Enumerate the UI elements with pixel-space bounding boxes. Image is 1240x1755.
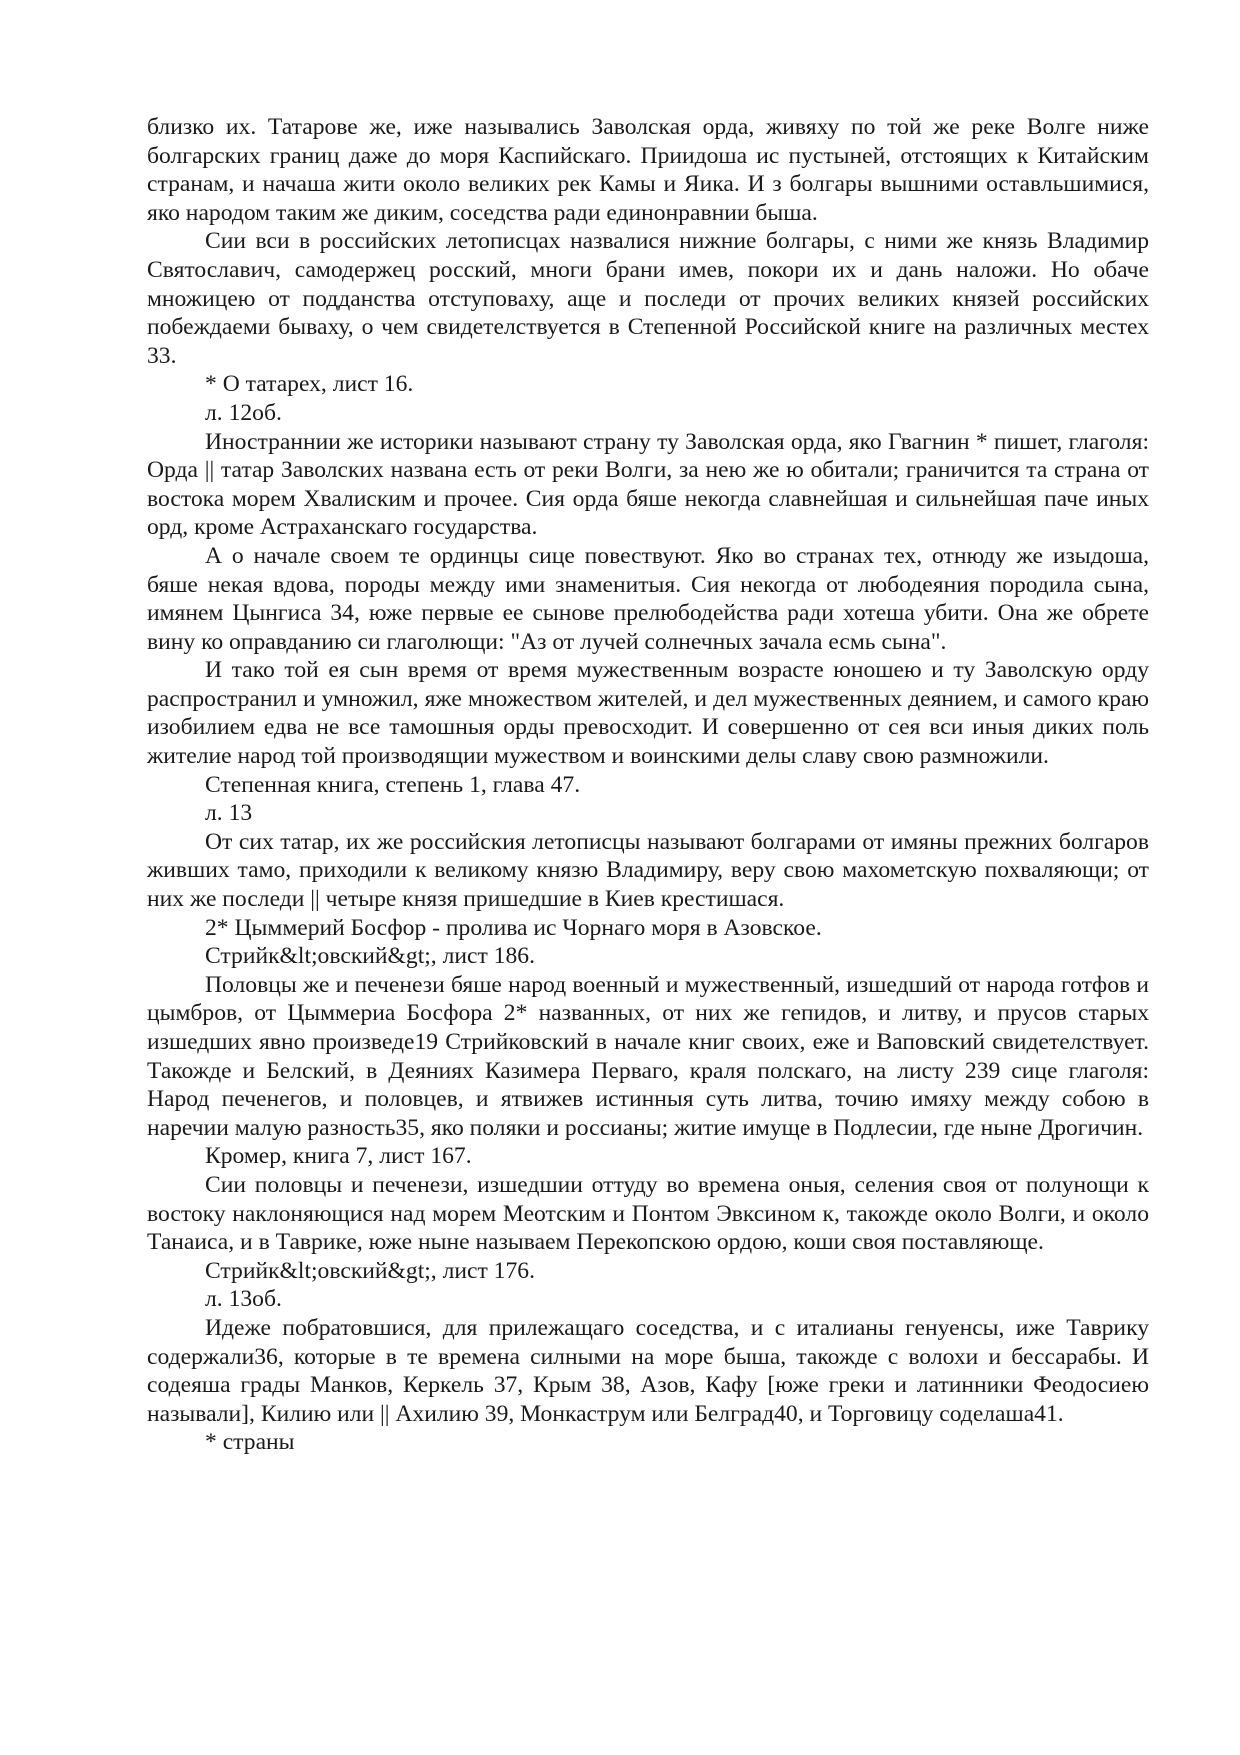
folio-marker: л. 13 xyxy=(205,800,253,827)
paragraph: Идеже побратовшися, для прилежащаго соседства, и с италианы генуенсы, иже Таврику содержали36, которые в те времена силными на море быша, такожде с волохи и бессарабы. И содеяша грады Манков, Керкель 37, Крым 38, Азов, Кафу [юже греки и латинники Феодосиею называли], Килию или || Ахилию 39, Монкаструм или Белград40, и Торговицу соделаша41. xyxy=(147,1314,1149,1427)
paragraph: От сих татар, их же российския летописцы называют болгарами от имяны прежних болгаров живших тамо, приходили к великому князю Владимиру, веру свою махометскую похваляющи; от них же последи || четыре князя пришедшие в Киев крестишася. xyxy=(147,828,1149,913)
footnote-line: * О татарех, лист 16. xyxy=(205,371,414,398)
footnote-line: * страны xyxy=(205,1429,295,1456)
footnote-line: Стрийк&lt;овский&gt;, лист 176. xyxy=(205,1257,535,1284)
folio-marker: л. 13об. xyxy=(205,1286,282,1313)
footnote-line: Степенная книга, степень 1, глава 47. xyxy=(205,771,581,798)
footnote-line: 2* Цыммерий Босфор - пролива ис Чорнаго моря в Азовское. xyxy=(205,914,822,941)
paragraph: близко их. Татарове же, иже назывались Заволская орда, живяху по той же реке Волге ниже болгарских границ даже до моря Каспийскаго. Приидоша ис пустыней, отстоящих к Китайским странам, и начаша жити около великих рек Камы и Яика. И з болгары вышними оставльшимися, яко народом таким же диким, соседства ради единонравнии быша. xyxy=(147,114,1149,226)
paragraph: Иностраннии же историки называют страну ту Заволская орда, яко Гвагнин * пишет, глаголя: Орда || татар Заволских названа есть от реки Волги, за нею же ю обитали; граничится та страна от востока морем Хвалиским и прочее. Сия орда бяше некогда славнейшая и сильнейшая паче иных орд, кроме Астраханскаго государства. xyxy=(147,428,1149,541)
footnote-line: Стрийк&lt;овский&gt;, лист 186. xyxy=(205,943,535,970)
paragraph: А о начале своем те ординцы сице повествуют. Яко во странах тех, отнюду же изыдоша, бяше некая вдова, породы между ими знаменитыя. Сия некогда от любодеяния породила сына, имянем Цынгиса 34, юже первые ее сынове прелюбодейства ради хотеша убити. Она же обрете вину ко оправданию си глаголющи: "Аз от лучей солнечных зачала есмь сына". xyxy=(147,542,1149,655)
folio-marker: л. 12об. xyxy=(205,399,282,426)
paragraph: Половцы же и печенези бяше народ военный и мужественный, изшедший от народа готфов и цымбров, от Цыммериа Босфора 2* названных, от них же гепидов, и литву, и прусов старых изшедших явно произведе19 Стрийковский в начале книг своих, еже и Ваповский свидетелствует. Такожде и Белский, в Деяниях Казимера Перваго, краля полскаго, на листу 239 сице глаголя: Народ печенегов, и половцев, и ятвижев истинныя суть литва, точию имяху между собою в наречии малую разность35, яко поляки и россианы; житие имуще в Подлесии, где ныне Дрогичин. xyxy=(147,971,1149,1141)
paragraph: Сии половцы и печенези, изшедшии оттуду во времена оныя, селения своя от полунощи к востоку наклоняющися над морем Меотским и Понтом Эвксином к, такожде около Волги, и около Танаиса, и в Таврике, юже ныне называем Перекопскою ордою, коши своя поставляюще. xyxy=(147,1171,1149,1256)
paragraph: Сии вси в российских летописцах назвалися нижние болгары, с ними же князь Владимир Святославич, самодержец росский, многи брани имев, покори их и дань наложи. Но обаче множицею от подданства отступоваху, аще и последи от прочих великих князей российских побеждаеми бываху, о чем свидетелствуется в Степенной Российской книге на различных местех 33. xyxy=(147,228,1149,369)
paragraph: И тако той ея сын время от время мужественным возрасте юношею и ту Заволскую орду распространил и умножил, яже множеством жителей, и дел мужественных деянием, и самого краю изобилием едва не все тамошныя орды превосходит. И совершенно от сея вси иныя диких поль жителие народ той производящии мужеством и воинскими делы славу свою размножили. xyxy=(147,657,1149,770)
footnote-line: Кромер, книга 7, лист 167. xyxy=(205,1143,472,1170)
